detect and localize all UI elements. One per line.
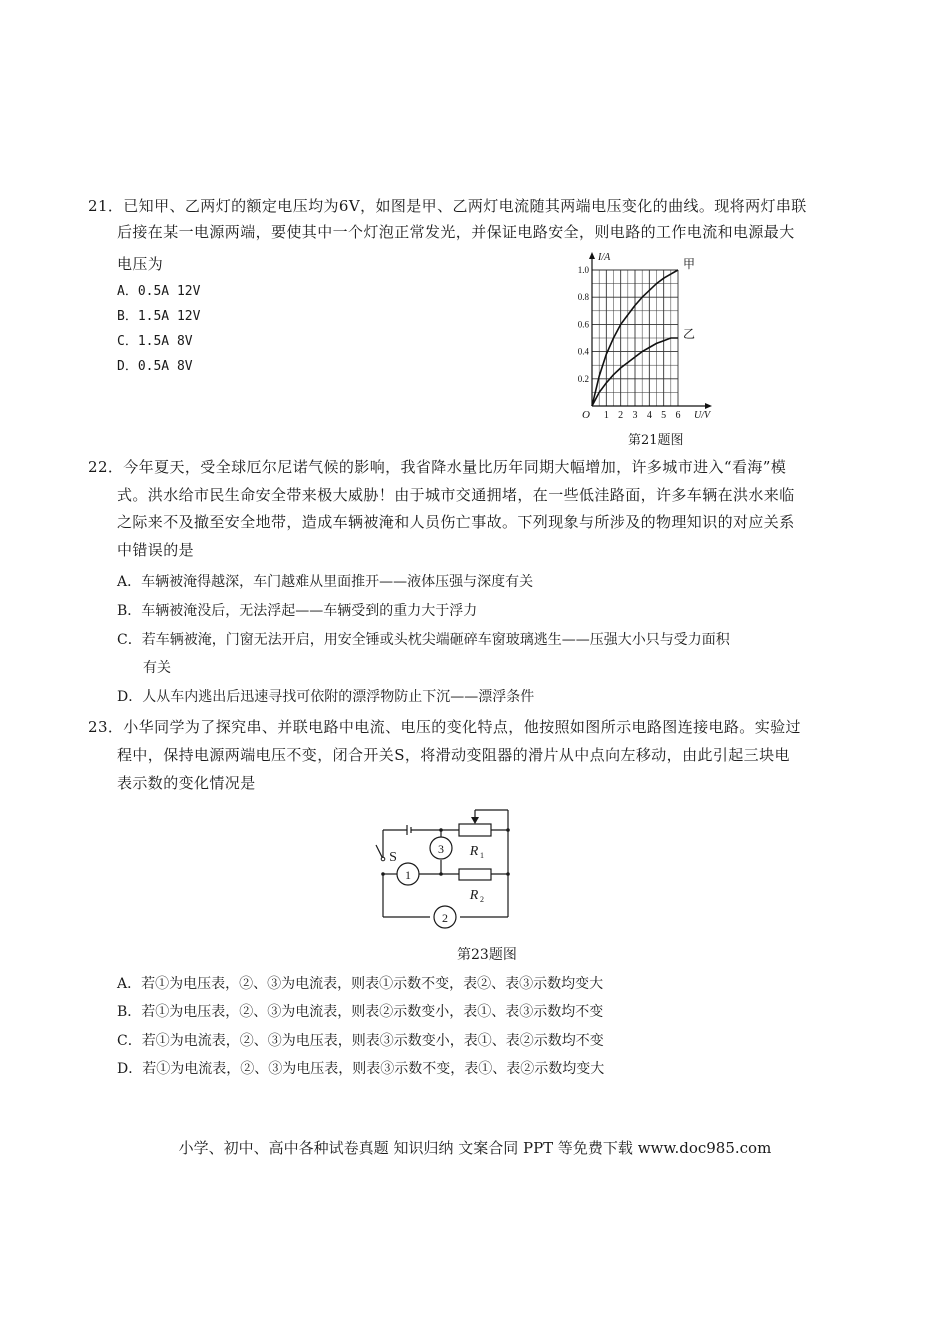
q22-line-3: 之际来不及撤至安全地带，造成车辆被淹和人员伤亡事故。下列现象与所涉及的物理知识的对应关系 [117,513,795,531]
r2-subscript: 2 [480,895,484,904]
y-axis-label: I/A [598,252,611,263]
q22-option-a: A．车辆被淹得越深，车门越难从里面推开——液体压强与深度有关 [117,574,534,590]
meter-2-label: 2 [442,911,448,925]
x-tick-label: 4 [646,410,652,421]
q22-line-1: 22．今年夏天，受全球厄尔尼诺气候的影响，我省降水量比历年同期大幅增加，许多城市进入“看海”模 [88,458,787,476]
y-tick-label: 0.8 [577,292,589,303]
switch-label: S [389,850,397,865]
q21-option-b: B．1.5A 12V [117,309,201,324]
y-axis-arrow [589,252,595,259]
r1-label: R [469,844,479,859]
q23-option-b: B．若①为电压表，②、③为电流表，则表②示数变小，表①、表③示数均不变 [117,1004,604,1020]
q22-option-d: D．人从车内逃出后迅速寻找可依附的漂浮物防止下沉——漂浮条件 [117,689,535,705]
resistor-r1 [459,824,491,836]
q23-option-d: D．若①为电流表，②、③为电压表，则表③示数不变，表①、表②示数均变大 [117,1061,605,1077]
q21-option-d: D．0.5A 8V [117,359,193,374]
q23-line-1: 23．小华同学为了探究串、并联电路中电流、电压的变化特点，他按照如图所示电路图连接电路。实验过 [88,718,801,736]
q22-option-c-cont: 有关 [143,660,171,676]
slider-arrowhead [471,817,479,824]
x-tick-label: 1 [603,410,609,421]
q23-circuit-diagram [375,805,520,935]
q23-option-a: A．若①为电压表，②、③为电流表，则表①示数不变，表②、表③示数均变大 [117,976,604,992]
q22-line-4: 中错误的是 [117,541,195,559]
resistor-r2 [459,869,491,880]
x-tick-label: 2 [618,410,624,421]
q23-option-c: C．若①为电流表，②、③为电压表，则表③示数变小，表①、表②示数均不变 [117,1033,604,1049]
q21-line-3: 电压为 [117,255,164,273]
x-tick-label: 5 [661,410,667,421]
q21-line-2: 后接在某一电源两端，要使其中一个灯泡正常发光，并保证电路安全，则电路的工作电流和电源最大 [117,223,795,241]
q22-line-2: 式。洪水给市民生命安全带来极大威胁！由于城市交通拥堵，在一些低洼路面，许多车辆在洪水来临 [117,486,795,504]
page-footer: 小学、初中、高中各种试卷真题 知识归纳 文案合同 PPT 等免费下载 www.doc985.com [178,1139,772,1157]
q23-line-2: 程中，保持电源两端电压不变，闭合开关S，将滑动变阻器的滑片从中点向左移动，由此引起三块电 [117,746,790,764]
y-tick-label: 1.0 [577,265,589,275]
series-label-1: 甲 [683,257,696,271]
r2-label: R [469,888,479,903]
q21-iv-chart [560,250,735,430]
x-axis-label: U/V [694,410,711,421]
y-tick-label: 0.2 [577,373,589,384]
series-label-2: 乙 [683,327,696,341]
q21-option-c: C．1.5A 8V [117,334,193,349]
y-tick-label: 0.6 [577,319,589,330]
q23-line-3: 表示数的变化情况是 [117,774,256,792]
x-axis-arrow [705,403,712,409]
q21-line-1: 21．已知甲、乙两灯的额定电压均为6V，如图是甲、乙两灯电流随其两端电压变化的曲线。现将两灯串联 [88,197,807,215]
x-tick-label: 3 [632,410,638,421]
y-tick-label: 0.4 [577,346,589,357]
switch-blade [376,845,383,859]
origin-label: O [582,409,590,421]
q22-option-b: B．车辆被淹没后，无法浮起——车辆受到的重力大于浮力 [117,603,478,619]
q21-figure-caption: 第21题图 [628,433,684,448]
q23-figure-caption: 第23题图 [457,947,517,963]
meter-1-label: 1 [405,868,411,882]
meter-3-label: 3 [438,842,444,856]
r1-subscript: 1 [480,851,484,860]
q22-option-c: C．若车辆被淹，门窗无法开启，用安全锤或头枕尖端砸碎车窗玻璃逃生——压强大小只与受力面积 [117,632,730,648]
q21-option-a: A．0.5A 12V [117,284,201,299]
x-tick-label: 6 [675,410,681,421]
